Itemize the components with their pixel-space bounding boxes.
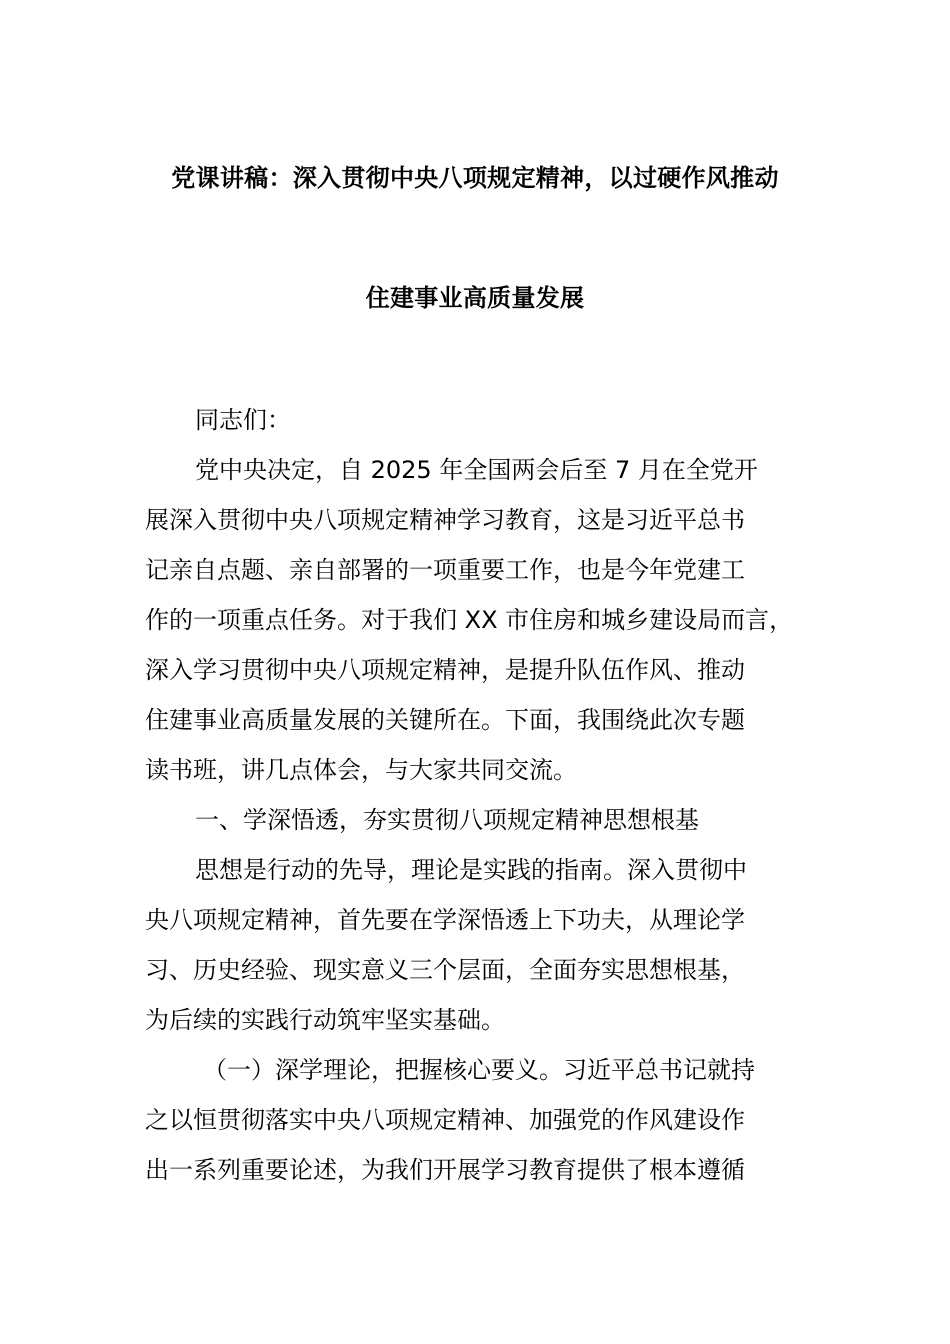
- paragraph-line: 住建事业高质量发展的关键所在。下面，我围绕此次专题: [145, 706, 745, 734]
- document-title-line-1: 党课讲稿：深入贯彻中央八项规定精神，以过硬作风推动: [171, 164, 779, 192]
- paragraph-line: 之以恒贯彻落实中央八项规定精神、加强党的作风建设作: [145, 1106, 745, 1134]
- paragraph-line: 读书班，讲几点体会，与大家共同交流。: [145, 756, 577, 784]
- paragraph-line: 思想是行动的先导，理论是实践的指南。深入贯彻中: [195, 856, 747, 884]
- subsection-paragraph-line: （一）深学理论，把握核心要义。习近平总书记就持: [203, 1056, 755, 1084]
- document-title-line-2: 住建事业高质量发展: [365, 284, 585, 312]
- paragraph-line: 出一系列重要论述，为我们开展学习教育提供了根本遵循: [145, 1156, 745, 1184]
- salutation: 同志们：: [195, 406, 291, 434]
- paragraph-line: 习、历史经验、现实意义三个层面，全面夯实思想根基，: [145, 956, 745, 984]
- paragraph-line: 作的一项重点任务。对于我们 XX 市住房和城乡建设局而言，: [145, 606, 794, 634]
- paragraph-line: 党中央决定，自 2025 年全国两会后至 7 月在全党开: [195, 456, 758, 484]
- section-heading: 一、学深悟透，夯实贯彻八项规定精神思想根基: [195, 806, 699, 834]
- paragraph-line: 央八项规定精神，首先要在学深悟透上下功夫，从理论学: [145, 906, 745, 934]
- paragraph-line: 为后续的实践行动筑牢坚实基础。: [145, 1006, 505, 1034]
- paragraph-line: 深入学习贯彻中央八项规定精神，是提升队伍作风、推动: [145, 656, 745, 684]
- paragraph-line: 展深入贯彻中央八项规定精神学习教育，这是习近平总书: [145, 506, 745, 534]
- paragraph-line: 记亲自点题、亲自部署的一项重要工作，也是今年党建工: [145, 556, 745, 584]
